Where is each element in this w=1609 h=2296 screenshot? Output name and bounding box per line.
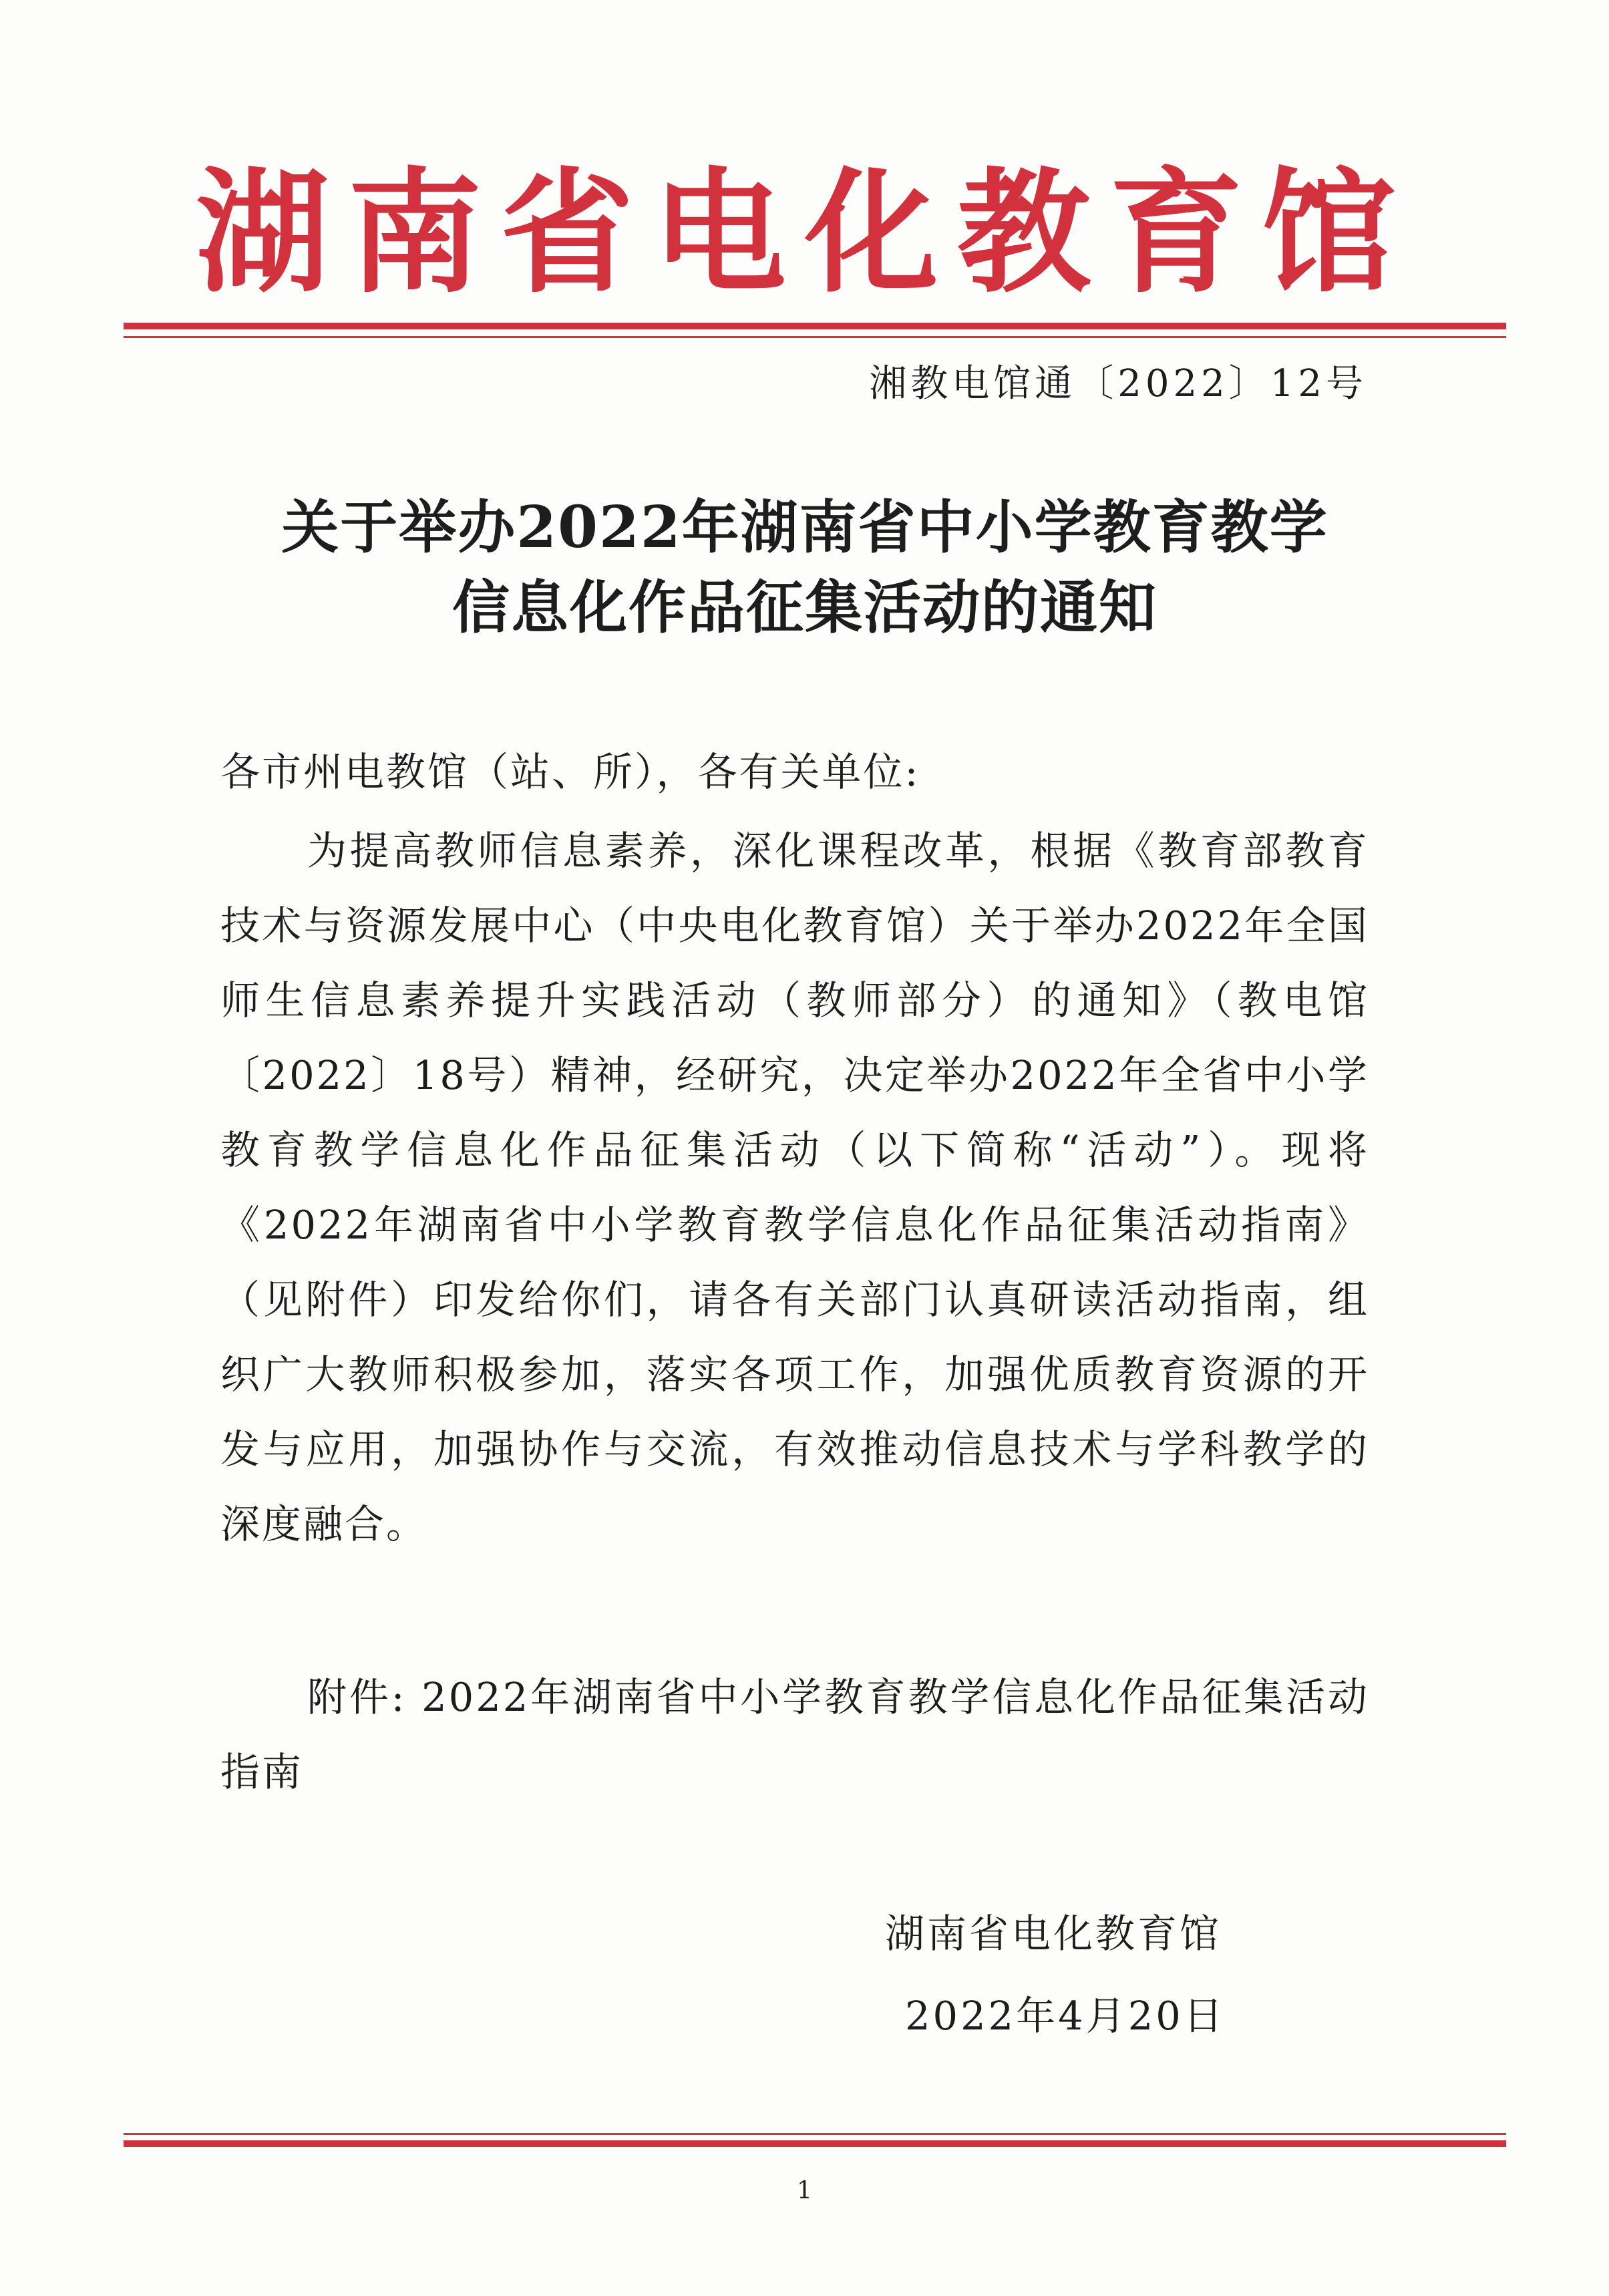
signature-organization: 湖南省电化教育馆 — [885, 1911, 1222, 1957]
header-rule-thick — [124, 323, 1506, 329]
salutation: 各市州电教馆（站、所），各有关单位: — [220, 749, 920, 795]
title-line-1: 关于举办2022年湖南省中小学教育教学 — [281, 494, 1328, 561]
document-number: 湘教电馆通〔2022〕12号 — [869, 362, 1367, 405]
footer-rule-thin — [124, 2133, 1506, 2135]
attachment-line: 附件: 2022年湖南省中小学教育教学信息化作品征集活动指南 — [220, 1674, 1369, 1795]
header-rule-thin — [124, 336, 1506, 338]
issuing-organization-header: 湖南省电化教育馆 — [195, 156, 1414, 311]
main-paragraph: 为提高教师信息素养，深化课程改革，根据《教育部教育技术与资源发展中心（中央电化教育馆）关于举办2022年全国师生信息素养提升实践活动（教师部分）的通知》（教电馆〔2022〕18号）精神，经研究，决定举办2022年全省中小学教育教学信息化作品征集活动（以下简称“活动”）。现将《2022年湖南省中小学教育教学信息化作品征集活动指南》（见附件）印发给你们，请各有关部门认真研读活动指南，组织广大教师积极参加，落实各项工作，加强优质教育资源的开发与应用，加强协作与交流，有效推动信息技术与学科教学的深度融合。 — [220, 828, 1369, 1547]
footer-rule-thick — [124, 2140, 1506, 2147]
signature-date: 2022年4月20日 — [905, 1993, 1226, 2039]
title-line-2: 信息化作品征集活动的通知 — [452, 574, 1157, 641]
page-number: 1 — [797, 2177, 812, 2204]
document-title — [120, 488, 1489, 648]
